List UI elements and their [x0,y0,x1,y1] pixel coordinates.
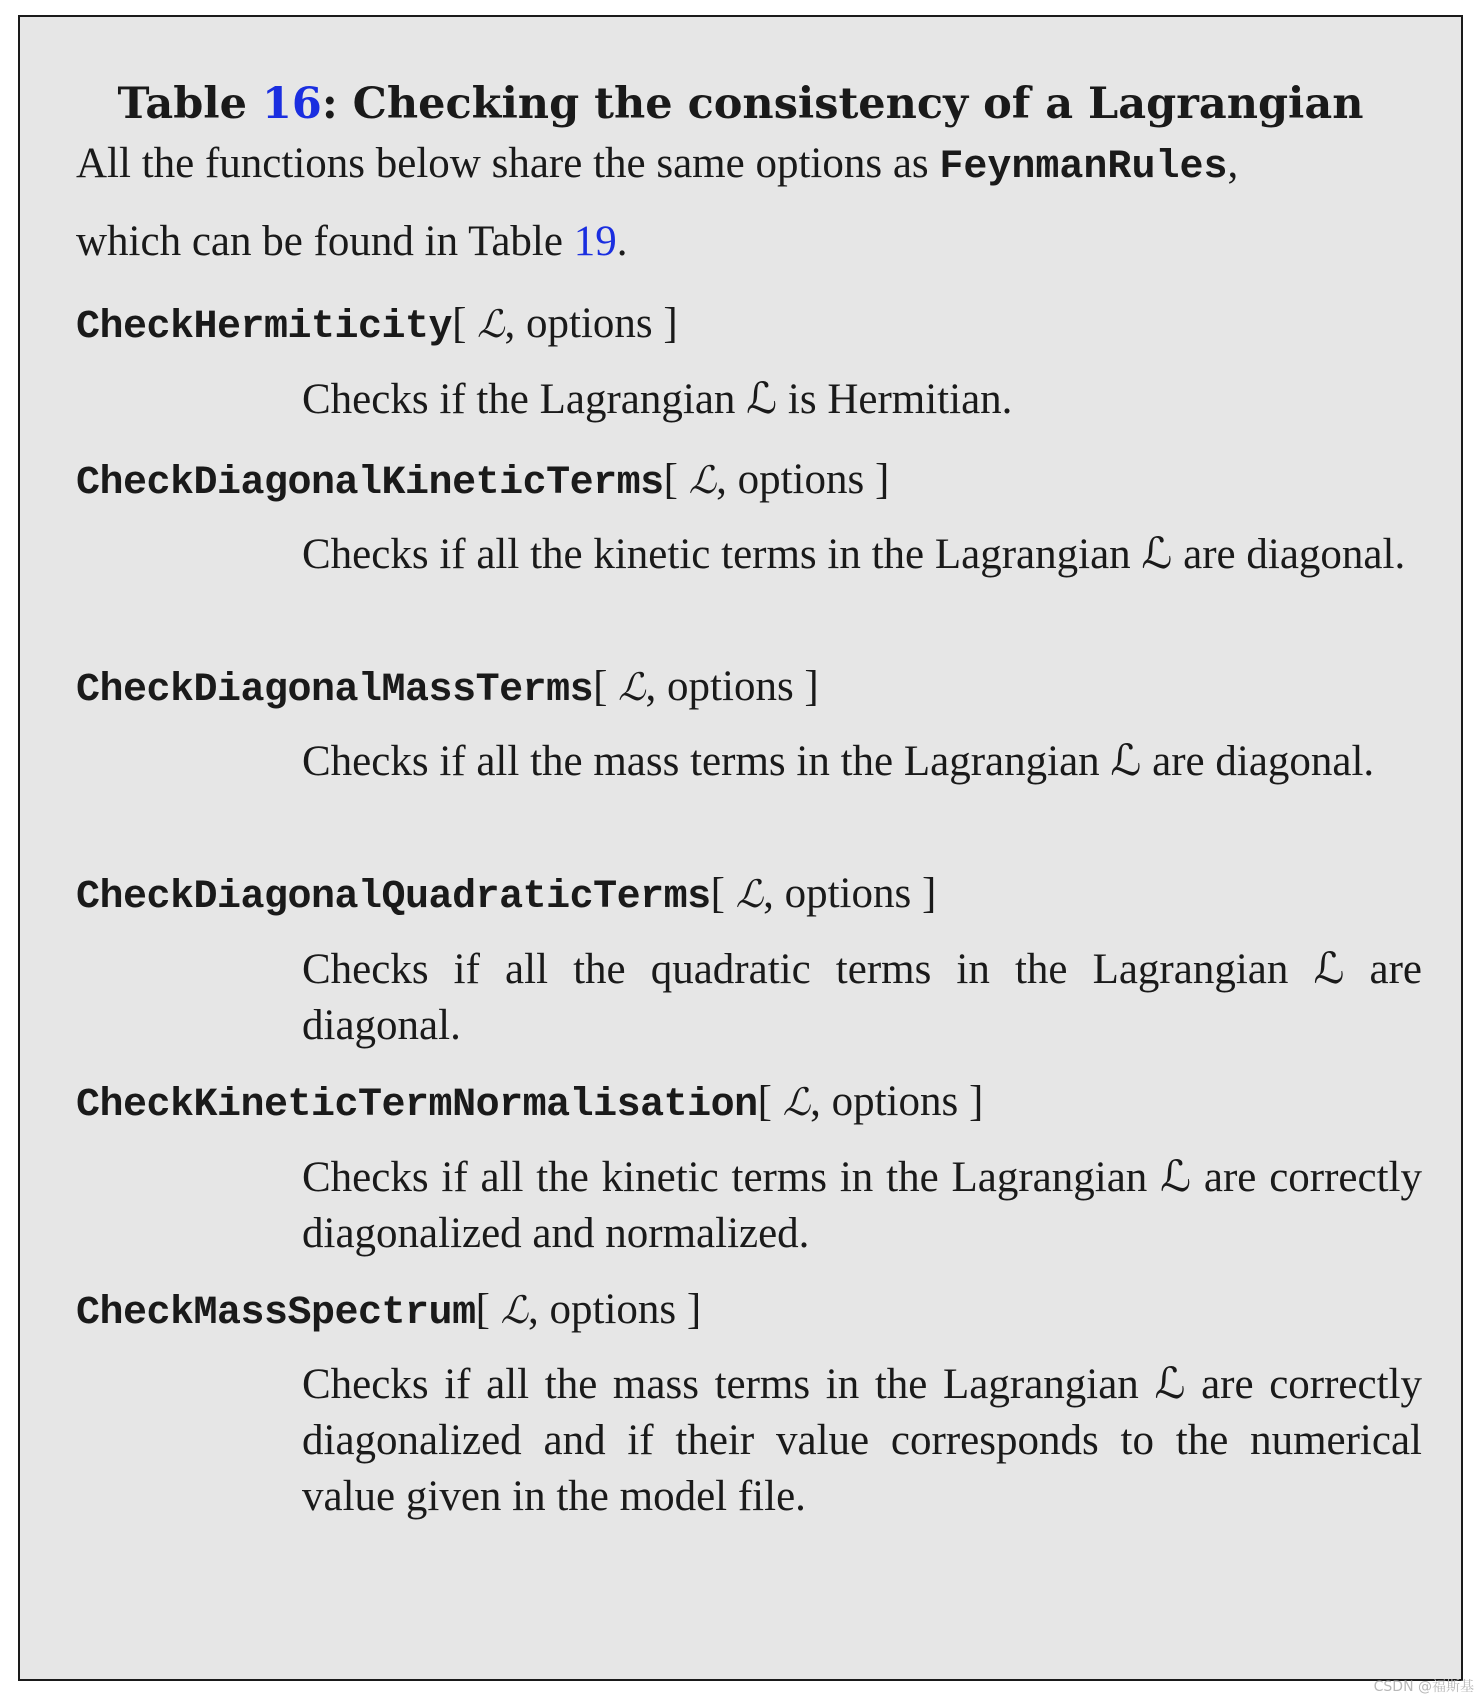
feynmanrules-code: FeynmanRules [939,145,1228,190]
args-options: , options ] [810,1078,984,1125]
args-options: , options ] [645,663,819,710]
intro-line-2 [76,217,627,266]
open-bracket: [ [452,300,478,347]
table-title [20,79,1461,129]
function-args [664,456,890,503]
lagrangian-symbol: ℒ [735,872,764,916]
args-options: , options ] [763,870,937,917]
function-name: CheckDiagonalQuadraticTerms [76,875,711,920]
function-signature [76,662,819,713]
lagrangian-symbol: ℒ [688,458,717,502]
lagrangian-symbol: ℒ [782,1080,811,1124]
intro-comma: , [1227,140,1239,187]
function-description: Checks if all the mass terms in the Lagrangian ℒ are correctly diagonalized and if their value corresponds to the numerical value given in the model file. [302,1361,1422,1520]
table-19-link[interactable]: 19 [573,218,617,265]
function-args [711,870,937,917]
open-bracket: [ [757,1078,783,1125]
function-name: CheckHermiticity [76,305,453,350]
table-ref-link[interactable]: 16 [261,79,322,129]
function-name: CheckMassSpectrum [76,1291,476,1336]
intro-text-2: which can be found in Table [76,218,574,265]
function-signature [76,299,678,350]
args-options: , options ] [504,300,678,347]
lagrangian-symbol: ℒ [500,1288,529,1332]
function-args [758,1078,984,1125]
function-description: Checks if all the kinetic terms in the Lagrangian ℒ are correctly diagonalized and normalized. [302,1154,1422,1257]
open-bracket: [ [663,456,689,503]
function-signature [76,1077,983,1128]
function-description: Checks if the Lagrangian ℒ is Hermitian. [302,376,1013,423]
function-args [452,300,678,347]
function-signature [76,1285,701,1336]
watermark: CSDN @福斯基 [1373,1679,1474,1695]
title-text: : Checking the consistency of a Lagrangian [321,79,1364,129]
intro-line-1 [76,139,1238,190]
function-args [593,663,819,710]
function-name: CheckKineticTermNormalisation [76,1083,758,1128]
function-signature [76,455,889,506]
function-name: CheckDiagonalKineticTerms [76,461,664,506]
open-bracket: [ [475,1286,501,1333]
function-description: Checks if all the quadratic terms in the Lagrangian ℒ are diagonal. [302,946,1422,1049]
open-bracket: [ [593,663,619,710]
table-box [18,15,1463,1681]
function-description: Checks if all the mass terms in the Lagrangian ℒ are diagonal. [302,738,1375,785]
title-prefix: Table [117,79,262,129]
function-name: CheckDiagonalMassTerms [76,668,594,713]
intro-period: . [616,218,628,265]
intro-text: All the functions below share the same options as [76,140,940,187]
lagrangian-symbol: ℒ [618,665,646,709]
open-bracket: [ [710,870,736,917]
lagrangian-symbol: ℒ [477,302,505,346]
args-options: , options ] [716,456,890,503]
function-args [476,1286,702,1333]
function-description: Checks if all the kinetic terms in the Lagrangian ℒ are diagonal. [302,531,1406,578]
function-signature [76,869,936,920]
args-options: , options ] [528,1286,702,1333]
